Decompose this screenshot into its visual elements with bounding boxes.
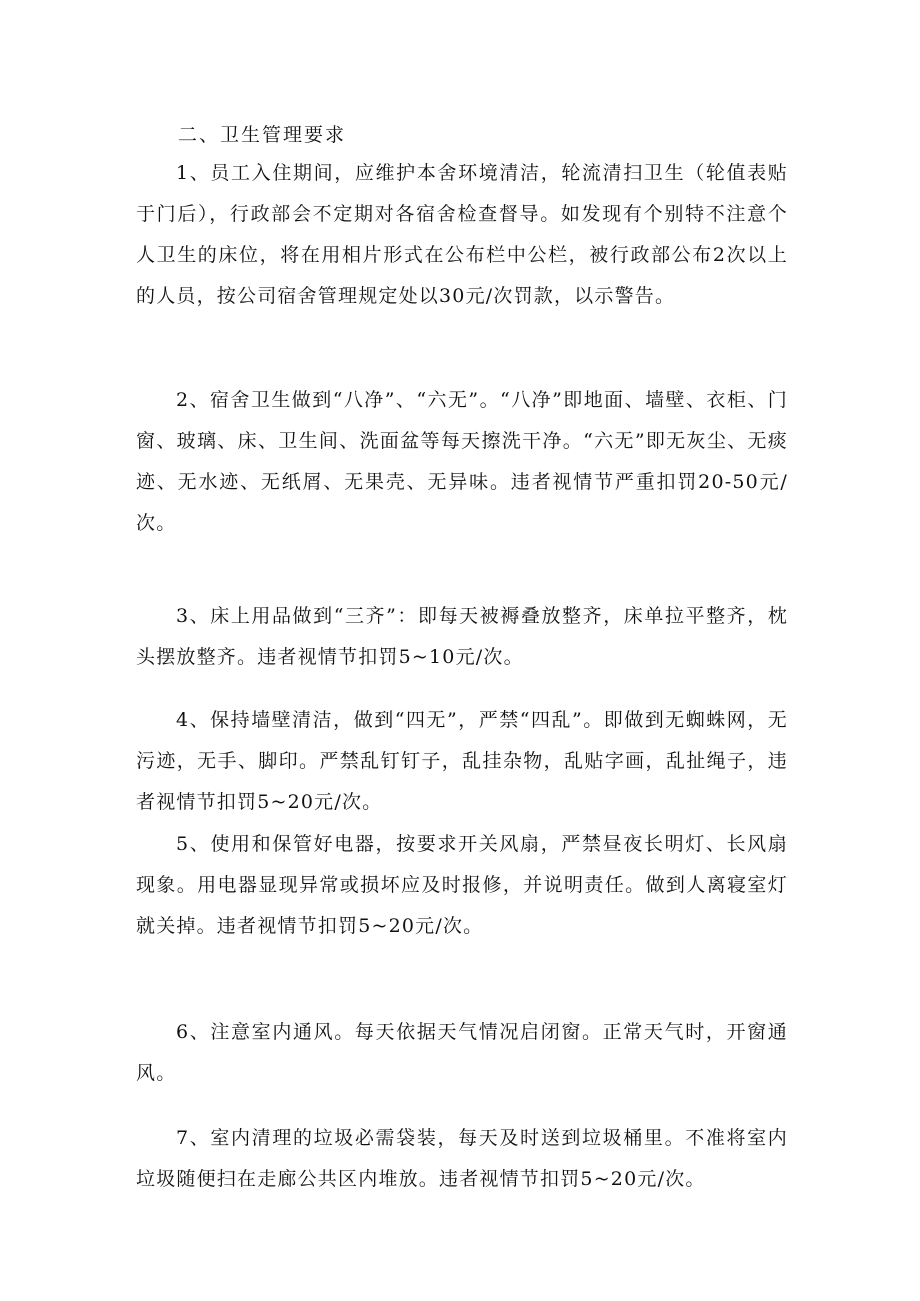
rule-paragraph-1: 1、员工入住期间，应维护本舍环境清洁，轮流清扫卫生（轮值表贴于门后），行政部会不定期对各宿舍检查督导。如发现有个别特不注意个人卫生的床位，将在用相片形式在公布栏中公栏，被行政部公布2次以上的人员，按公司宿舍管理规定处以30元/次罚款，以示警告。: [136, 162, 788, 307]
rule-paragraph-7: 7、室内清理的垃圾必需袋装，每天及时送到垃圾桶里。不准将室内垃圾随便扫在走廊公共区内堆放。违者视情节扣罚5~20元/次。: [136, 1127, 788, 1190]
rule-paragraph-3: 3、床上用品做到“三齐”：即每天被褥叠放整齐，床单拉平整齐，枕头摆放整齐。违者视情节扣罚5~10元/次。: [136, 605, 788, 668]
rule-paragraph-4: 4、保持墙壁清洁，做到“四无”，严禁“四乱”。即做到无蜘蛛网，无污迹，无手、脚印。严禁乱钉钉子，乱挂杂物，乱贴字画，乱扯绳子，违者视情节扣罚5~20元/次。: [136, 709, 788, 813]
rule-paragraph-2: 2、宿舍卫生做到“八净”、“六无”。“八净”即地面、墙壁、衣柜、门窗、玻璃、床、卫生间、洗面盆等每天擦洗干净。“六无”即无灰尘、无痰迹、无水迹、无纸屑、无果壳、无异味。违者视情节严重扣罚20-50元/次。: [136, 389, 788, 534]
section-heading: 二、卫生管理要求: [178, 124, 347, 146]
rule-paragraph-5: 5、使用和保管好电器，按要求开关风扇，严禁昼夜长明灯、长风扇现象。用电器显现异常或损坏应及时报修，并说明责任。做到人离寝室灯就关掉。违者视情节扣罚5~20元/次。: [136, 833, 788, 937]
rule-paragraph-6: 6、注意室内通风。每天依据天气情况启闭窗。正常天气时，开窗通风。: [136, 1021, 788, 1084]
